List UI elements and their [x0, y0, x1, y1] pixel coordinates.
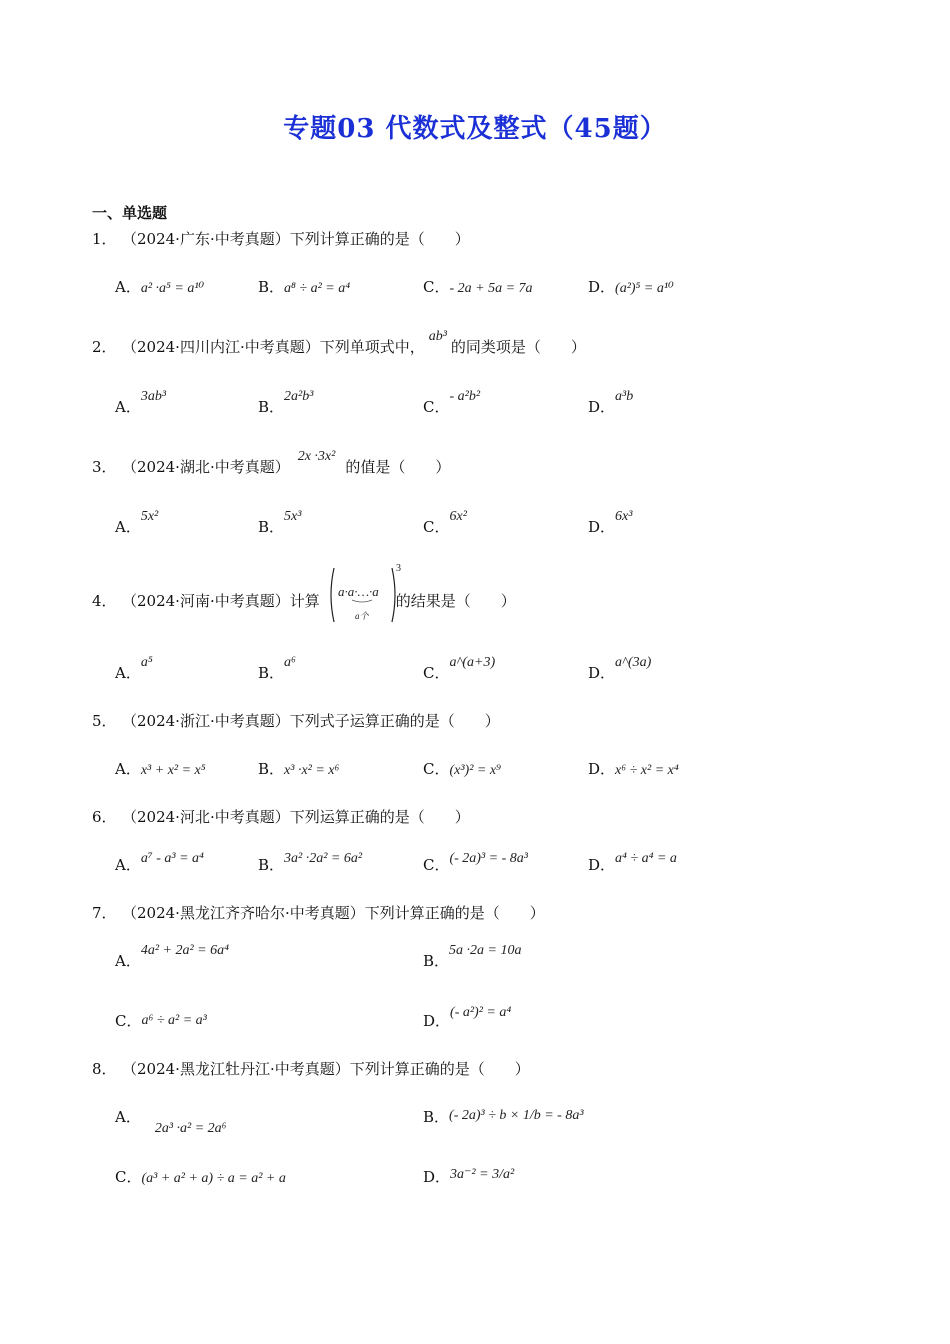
- question-stem: （2024·黑龙江牡丹江·中考真题）下列计算正确的是（ ）: [122, 1060, 530, 1078]
- question-5: [92, 710, 500, 731]
- option-4b[interactable]: [258, 655, 296, 683]
- option-label: D．: [588, 398, 616, 416]
- question-stem-end: 的值是（ ）: [345, 458, 451, 476]
- option-label: D．: [588, 664, 616, 682]
- option-expr: 4a² + 2a² = 6a⁴: [140, 943, 229, 958]
- option-6a[interactable]: [115, 851, 204, 875]
- question-stem: （2024·河北·中考真题）下列运算正确的是（ ）: [122, 808, 470, 826]
- question-stem: （2024·黑龙江齐齐哈尔·中考真题）下列计算正确的是（ ）: [122, 904, 545, 922]
- option-expr: 5a ·2a = 10a: [449, 943, 522, 958]
- option-8c[interactable]: [115, 1166, 286, 1187]
- option-label: B．: [258, 278, 285, 296]
- option-label: D．: [588, 278, 616, 296]
- page-title: 专题03 代数式及整式（45题）: [283, 114, 667, 144]
- option-label: A．: [115, 518, 141, 536]
- option-2d[interactable]: [588, 389, 634, 417]
- option-1d[interactable]: [588, 276, 674, 297]
- option-expr: (- a²)² = a⁴: [450, 1005, 512, 1020]
- option-expr: - 2a + 5a = 7a: [449, 281, 533, 296]
- question-number: 6．: [92, 808, 117, 826]
- option-expr: a⁷ - a³ = a⁴: [140, 851, 204, 866]
- option-4a[interactable]: [115, 655, 153, 683]
- option-label: D．: [423, 1012, 451, 1030]
- option-label: A．: [115, 398, 141, 416]
- option-8b[interactable]: [423, 1106, 584, 1127]
- option-expr: x³ ·x² = x⁶: [284, 763, 340, 778]
- option-expr: (a²)⁵ = a¹⁰: [615, 281, 674, 296]
- option-2b[interactable]: [258, 389, 314, 417]
- option-expr: a² ·a⁵ = a¹⁰: [140, 281, 205, 296]
- question-number: 3．: [92, 458, 117, 476]
- question-number: 4．: [92, 592, 117, 610]
- question-1: [92, 228, 470, 249]
- option-expr: 5x³: [284, 509, 302, 524]
- option-1b[interactable]: [258, 276, 350, 297]
- option-expr: a⁸ ÷ a² = a⁴: [284, 281, 351, 296]
- option-3d[interactable]: [588, 509, 633, 537]
- option-1c[interactable]: [423, 276, 533, 297]
- option-4c[interactable]: [423, 655, 496, 683]
- option-expr: (a³ + a² + a) ÷ a = a² + a: [141, 1171, 286, 1186]
- option-label: A．: [115, 760, 141, 778]
- option-label: A．: [115, 278, 141, 296]
- section-heading: 一、单选题: [92, 204, 168, 222]
- option-expr: a⁴ ÷ a⁴ = a: [615, 851, 677, 866]
- option-expr: a³b: [615, 389, 634, 404]
- option-expr: (- 2a)³ ÷ b × 1/b = - 8a³: [449, 1108, 584, 1123]
- stem-underbrace-label: a个: [355, 611, 369, 621]
- option-6b[interactable]: [258, 851, 363, 875]
- option-7d[interactable]: [423, 1005, 512, 1031]
- question-number: 2．: [92, 338, 117, 356]
- option-label: B．: [258, 398, 285, 416]
- question-stem: （2024·浙江·中考真题）下列式子运算正确的是（ ）: [122, 712, 500, 730]
- option-label: B．: [423, 1108, 450, 1126]
- question-6: [92, 806, 470, 827]
- option-expr: a⁵: [140, 655, 153, 670]
- option-expr: a^(3a): [615, 655, 652, 670]
- option-3c[interactable]: [423, 509, 467, 537]
- question-stem-end: 的同类项是（ ）: [450, 338, 586, 356]
- question-number: 1．: [92, 230, 117, 248]
- option-label: D．: [588, 856, 616, 874]
- option-label: C．: [423, 398, 450, 416]
- option-expr: 2a²b³: [284, 389, 314, 404]
- option-6d[interactable]: [588, 851, 677, 875]
- option-label: A．: [115, 664, 141, 682]
- option-label: B．: [258, 518, 285, 536]
- option-2a[interactable]: [115, 389, 167, 417]
- option-expr: x⁶ ÷ x² = x⁴: [615, 763, 679, 778]
- option-expr: (- 2a)³ = - 8a³: [449, 851, 528, 866]
- option-7b[interactable]: [423, 943, 522, 971]
- option-label: D．: [588, 518, 616, 536]
- question-stem: （2024·河南·中考真题）计算: [122, 592, 320, 610]
- option-label: C．: [423, 278, 450, 296]
- option-4d[interactable]: [588, 655, 652, 683]
- option-label: B．: [258, 856, 285, 874]
- option-label: D．: [423, 1168, 451, 1186]
- option-5b[interactable]: [258, 758, 339, 779]
- option-expr: x³ + x² = x⁵: [140, 763, 206, 778]
- option-label: D．: [588, 760, 616, 778]
- question-number: 5．: [92, 712, 117, 730]
- option-expr: 3a² ·2a² = 6a²: [284, 851, 363, 866]
- option-expr: a^(a+3): [449, 655, 496, 670]
- option-expr: 6x²: [449, 509, 467, 524]
- stem-expression: a·a·…·a: [338, 584, 379, 599]
- stem-expression: 2x ·3x²: [297, 449, 336, 464]
- question-number: 8．: [92, 1060, 117, 1078]
- option-3b[interactable]: [258, 509, 302, 537]
- option-5a[interactable]: [115, 758, 206, 779]
- option-3a[interactable]: [115, 509, 159, 537]
- option-expr: a⁶ ÷ a² = a³: [141, 1013, 207, 1028]
- question-4: [92, 590, 516, 611]
- option-label: C．: [423, 760, 450, 778]
- option-5c[interactable]: [423, 758, 501, 779]
- question-stem: （2024·湖北·中考真题）: [122, 458, 290, 476]
- option-8a[interactable]: [115, 1106, 227, 1136]
- option-label: A．: [115, 856, 141, 874]
- option-label: C．: [115, 1012, 142, 1030]
- option-2c[interactable]: [423, 389, 481, 417]
- option-expr: - a²b²: [449, 389, 481, 404]
- question-8: [92, 1058, 530, 1079]
- option-expr: 2a³ ·a² = 2a⁶: [154, 1121, 227, 1136]
- option-label: B．: [258, 760, 285, 778]
- option-label: A．: [115, 1108, 141, 1126]
- stem-exponent: 3: [396, 563, 401, 574]
- question-2: [92, 329, 586, 357]
- question-stem: （2024·广东·中考真题）下列计算正确的是（ ）: [122, 230, 470, 248]
- question-number: 7．: [92, 904, 117, 922]
- option-8d[interactable]: [423, 1166, 514, 1187]
- option-7a[interactable]: [115, 943, 229, 971]
- question-stem: （2024·四川内江·中考真题）下列单项式中，: [122, 338, 425, 356]
- option-expr: (x³)² = x⁹: [449, 763, 501, 778]
- option-label: C．: [423, 664, 450, 682]
- option-expr: a⁶: [284, 655, 296, 670]
- option-label: C．: [423, 856, 450, 874]
- question-7: [92, 902, 545, 923]
- option-label: C．: [423, 518, 450, 536]
- option-5d[interactable]: [588, 758, 679, 779]
- option-1a[interactable]: [115, 276, 204, 297]
- option-expr: 3a⁻² = 3/a²: [450, 1167, 515, 1182]
- option-label: B．: [258, 664, 285, 682]
- option-label: B．: [423, 952, 450, 970]
- question-stem-end: 的结果是（ ）: [395, 592, 516, 610]
- option-expr: 3ab³: [140, 389, 167, 404]
- stem-expression: ab³: [428, 329, 447, 344]
- question-3: [92, 449, 451, 477]
- option-label: C．: [115, 1168, 142, 1186]
- option-expr: 5x²: [140, 509, 159, 524]
- option-expr: 6x³: [615, 509, 633, 524]
- option-6c[interactable]: [423, 851, 528, 875]
- option-label: A．: [115, 952, 141, 970]
- option-7c[interactable]: [115, 1010, 207, 1031]
